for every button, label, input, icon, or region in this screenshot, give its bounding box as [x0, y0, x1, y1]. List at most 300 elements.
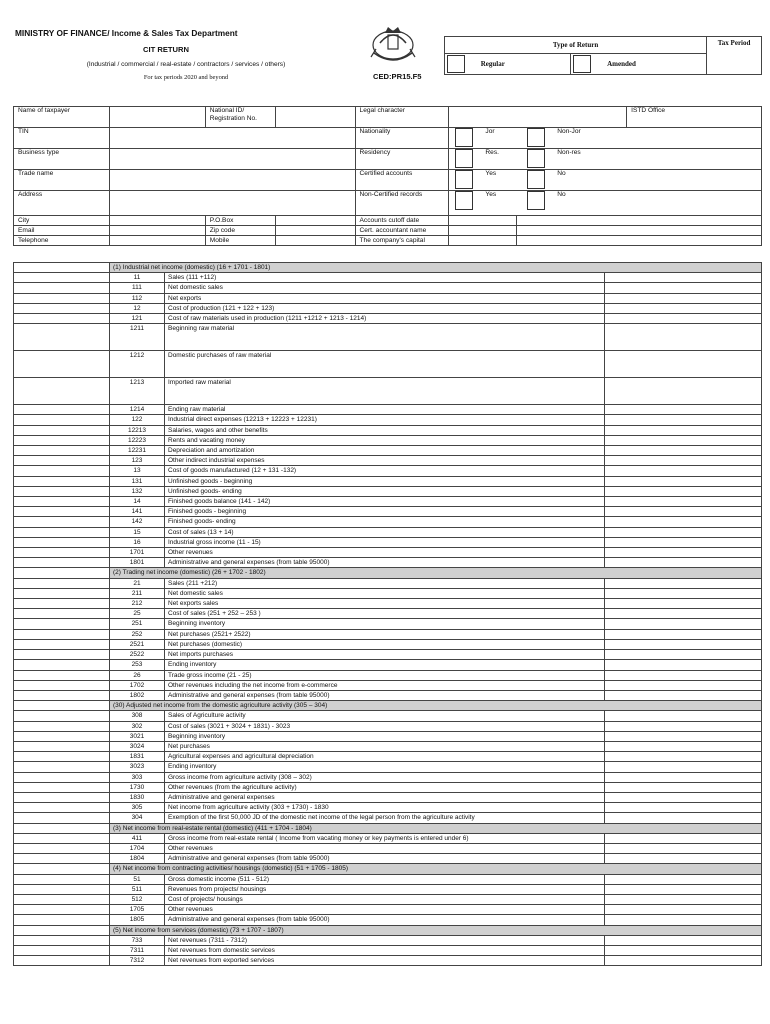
line-code: 1702 [110, 680, 165, 690]
table-row [14, 762, 762, 772]
amount-field[interactable] [605, 415, 762, 425]
row-spacer [14, 680, 110, 690]
line-description: Administrative and general expenses (from table 95000) [165, 558, 605, 568]
table-row [14, 782, 762, 792]
row-spacer [14, 670, 110, 680]
capital-label: The company's capital [355, 236, 449, 246]
line-code: 131 [110, 476, 165, 486]
table-row [14, 833, 762, 843]
capital-extra[interactable] [517, 236, 762, 246]
amount-field[interactable] [605, 752, 762, 762]
line-description: Rents and vacating money [165, 435, 605, 445]
accountant-name-extra[interactable] [517, 226, 762, 236]
mobile-label: Mobile [205, 236, 275, 246]
line-description: Revenues from projects/ housings [165, 884, 605, 894]
line-code: 511 [110, 884, 165, 894]
line-description: Cost of sales (3021 + 3024 + 1831) - 3023 [165, 721, 605, 731]
line-description: Sales (111 +112) [165, 273, 605, 283]
row-spacer [14, 823, 110, 833]
line-code: 1830 [110, 792, 165, 802]
accountant-name-field[interactable] [449, 226, 517, 236]
tin-field[interactable] [109, 128, 355, 149]
amount-field[interactable] [605, 772, 762, 782]
row-spacer [14, 507, 110, 517]
line-code: 1705 [110, 905, 165, 915]
line-description: Cost of sales (251 + 252 – 253 ) [165, 609, 605, 619]
amount-field[interactable] [605, 486, 762, 496]
line-code: 25 [110, 609, 165, 619]
row-spacer [14, 476, 110, 486]
regular-checkbox[interactable] [447, 55, 465, 73]
row-spacer [14, 273, 110, 283]
non-res-checkbox[interactable] [527, 149, 545, 168]
line-code: 12 [110, 303, 165, 313]
row-spacer [14, 884, 110, 894]
period-note: For tax periods 2020 and beyond [143, 74, 229, 81]
line-code: 21 [110, 578, 165, 588]
line-description: Other indirect industrial expenses [165, 456, 605, 466]
amount-field[interactable] [605, 527, 762, 537]
row-spacer [14, 293, 110, 303]
line-description: Net revenues (7311 - 7312) [165, 935, 605, 945]
line-description: Cost of goods manufactured (12 + 131 -132) [165, 466, 605, 476]
table-row [14, 293, 762, 303]
certified-no-checkbox[interactable] [527, 170, 545, 189]
row-spacer [14, 619, 110, 629]
row-spacer [14, 537, 110, 547]
non-certified-label: Non-Certified records [355, 191, 449, 216]
table-row [14, 405, 762, 415]
row-spacer [14, 945, 110, 955]
line-code: 26 [110, 670, 165, 680]
line-description: Salaries, wages and other benefits [165, 425, 605, 435]
row-spacer [14, 629, 110, 639]
amount-field[interactable] [605, 619, 762, 629]
table-row [14, 456, 762, 466]
return-type-table [444, 36, 762, 75]
table-row [14, 813, 762, 823]
line-description: Administrative and general expenses [165, 792, 605, 802]
line-description: Gross domestic income (511 - 512) [165, 874, 605, 884]
nationality-label: Nationality [355, 128, 449, 149]
line-description: Other revenues [165, 548, 605, 558]
table-row [14, 752, 762, 762]
row-spacer [14, 425, 110, 435]
line-description: Net imports purchases [165, 650, 605, 660]
row-spacer [14, 956, 110, 966]
line-code: 1212 [110, 351, 165, 378]
row-spacer [14, 803, 110, 813]
accountant-name-label: Cert. accountant name [355, 226, 449, 236]
amount-field[interactable] [605, 314, 762, 324]
regular-option[interactable] [445, 54, 571, 75]
amount-field[interactable] [605, 680, 762, 690]
line-description: Net domestic sales [165, 283, 605, 293]
amended-checkbox[interactable] [573, 55, 591, 73]
table-row [14, 660, 762, 670]
amount-field[interactable] [605, 283, 762, 293]
table-row [14, 415, 762, 425]
amount-field[interactable] [605, 741, 762, 751]
amount-field[interactable] [605, 639, 762, 649]
table-row [14, 476, 762, 486]
res-checkbox[interactable] [455, 149, 473, 168]
trade-name-field[interactable] [109, 170, 355, 191]
line-description: Net income from agriculture activity (303 + 1730) - 1830 [165, 803, 605, 813]
row-spacer [14, 833, 110, 843]
line-code: 51 [110, 874, 165, 884]
table-row [14, 486, 762, 496]
residency-options [449, 149, 762, 170]
line-code: 512 [110, 894, 165, 904]
table-row [14, 273, 762, 283]
line-code: 733 [110, 935, 165, 945]
row-spacer [14, 415, 110, 425]
address-field[interactable] [109, 191, 355, 216]
row-spacer [14, 721, 110, 731]
line-description: Ending raw material [165, 405, 605, 415]
line-description: Other revenues [165, 843, 605, 853]
line-description: Cost of projects/ housings [165, 894, 605, 904]
line-description: Gross income from agriculture activity (308 – 302) [165, 772, 605, 782]
row-spacer [14, 650, 110, 660]
table-row [14, 690, 762, 700]
line-description: Net exports [165, 293, 605, 303]
row-spacer [14, 324, 110, 351]
national-id-field[interactable] [275, 107, 355, 128]
capital-field[interactable] [449, 236, 517, 246]
amount-field[interactable] [605, 476, 762, 486]
amount-field[interactable] [605, 456, 762, 466]
table-row [14, 619, 762, 629]
mobile-field[interactable] [275, 236, 355, 246]
amount-field[interactable] [605, 711, 762, 721]
amount-field[interactable] [605, 351, 762, 378]
line-description: Unfinished goods - beginning [165, 476, 605, 486]
amount-field[interactable] [605, 537, 762, 547]
tax-period-header: Tax Period [707, 37, 762, 75]
table-row [14, 324, 762, 351]
line-code: 3021 [110, 731, 165, 741]
cutoff-date-label: Accounts cutoff date [355, 216, 449, 226]
amount-field[interactable] [605, 425, 762, 435]
section-row [14, 823, 762, 833]
zip-code-field[interactable] [275, 226, 355, 236]
amount-field[interactable] [605, 884, 762, 894]
line-description: Administrative and general expenses (from table 95000) [165, 690, 605, 700]
amount-field[interactable] [605, 609, 762, 619]
line-code: 1730 [110, 782, 165, 792]
row-spacer [14, 690, 110, 700]
row-spacer [14, 303, 110, 313]
line-description: Net purchases [165, 741, 605, 751]
line-description: Net purchases (2521+ 2522) [165, 629, 605, 639]
telephone-field[interactable] [109, 236, 205, 246]
amount-field[interactable] [605, 660, 762, 670]
table-row [14, 945, 762, 955]
non-certified-yes-checkbox[interactable] [455, 191, 473, 210]
res-label: Res. [485, 149, 499, 156]
table-row [14, 915, 762, 925]
amount-field[interactable] [605, 762, 762, 772]
line-description: Gross income from real-estate rental ( Income from vacating money or key payments is entered under 6) [165, 833, 605, 843]
amount-field[interactable] [605, 629, 762, 639]
line-code: 2521 [110, 639, 165, 649]
istd-office-label: ISTD Office [627, 107, 762, 128]
po-box-label: P.O.Box [205, 216, 275, 226]
amount-field[interactable] [605, 405, 762, 415]
row-spacer [14, 711, 110, 721]
row-spacer [14, 283, 110, 293]
line-code: 16 [110, 537, 165, 547]
amount-field[interactable] [605, 507, 762, 517]
taxpayer-name-label: Name of taxpayer [14, 107, 110, 128]
line-code: 304 [110, 813, 165, 823]
po-box-field[interactable] [275, 216, 355, 226]
table-row [14, 446, 762, 456]
amount-field[interactable] [605, 670, 762, 680]
line-description: Beginning raw material [165, 324, 605, 351]
row-spacer [14, 466, 110, 476]
line-code: 1804 [110, 854, 165, 864]
line-code: 123 [110, 456, 165, 466]
line-description: Cost of production (121 + 122 + 123) [165, 303, 605, 313]
row-spacer [14, 813, 110, 823]
cutoff-date-extra[interactable] [517, 216, 762, 226]
line-description: Finished goods- ending [165, 517, 605, 527]
row-spacer [14, 843, 110, 853]
row-spacer [14, 599, 110, 609]
amount-field[interactable] [605, 731, 762, 741]
amount-field[interactable] [605, 578, 762, 588]
line-code: 142 [110, 517, 165, 527]
certified-no-label: No [557, 170, 566, 177]
line-code: 12213 [110, 425, 165, 435]
line-description: Cost of sales (13 + 14) [165, 527, 605, 537]
non-certified-options [449, 191, 762, 216]
row-spacer [14, 915, 110, 925]
amount-field[interactable] [605, 446, 762, 456]
amount-field[interactable] [605, 548, 762, 558]
row-spacer [14, 609, 110, 619]
amount-field[interactable] [605, 843, 762, 853]
row-spacer [14, 351, 110, 378]
line-code: 308 [110, 711, 165, 721]
row-spacer [14, 792, 110, 802]
amount-field[interactable] [605, 650, 762, 660]
row-spacer [14, 527, 110, 537]
line-description: Exemption of the first 50,000 JD of the domestic net income of the legal person from the agriculture activity [165, 813, 605, 823]
section-row [14, 568, 762, 578]
amount-field[interactable] [605, 956, 762, 966]
section-title: (3) Net income from real-estate rental (domestic) (411 + 1704 - 1804) [110, 823, 762, 833]
table-row [14, 303, 762, 313]
line-code: 212 [110, 599, 165, 609]
section-row [14, 701, 762, 711]
zip-code-label: Zip code [205, 226, 275, 236]
amount-field[interactable] [605, 935, 762, 945]
table-row [14, 884, 762, 894]
line-code: 121 [110, 314, 165, 324]
line-code: 302 [110, 721, 165, 731]
line-code: 252 [110, 629, 165, 639]
row-spacer [14, 497, 110, 507]
amount-field[interactable] [605, 721, 762, 731]
certified-accounts-label: Certified accounts [355, 170, 449, 191]
form-categories: (Industrial / commercial / real-estate / contractors / services / others) [86, 61, 286, 68]
non-certified-yes-label: Yes [485, 191, 497, 198]
table-row [14, 497, 762, 507]
business-type-field[interactable] [109, 149, 355, 170]
line-description: Imported raw material [165, 378, 605, 405]
line-description: Depreciation and amortization [165, 446, 605, 456]
jor-checkbox[interactable] [455, 128, 473, 147]
non-certified-no-checkbox[interactable] [527, 191, 545, 210]
table-row [14, 854, 762, 864]
taxpayer-name-field[interactable] [109, 107, 205, 128]
certified-yes-checkbox[interactable] [455, 170, 473, 189]
line-description: Agricultural expenses and agricultural depreciation [165, 752, 605, 762]
row-spacer [14, 405, 110, 415]
coat-of-arms-logo [368, 23, 418, 69]
line-code: 111 [110, 283, 165, 293]
line-code: 1701 [110, 548, 165, 558]
table-row [14, 558, 762, 568]
line-description: Other revenues [165, 905, 605, 915]
row-spacer [14, 762, 110, 772]
line-code: 1211 [110, 324, 165, 351]
line-code: 112 [110, 293, 165, 303]
line-description: Net revenues from domestic services [165, 945, 605, 955]
line-code: 13 [110, 466, 165, 476]
cutoff-date-field[interactable] [449, 216, 517, 226]
line-code: 1802 [110, 690, 165, 700]
row-spacer [14, 864, 110, 874]
amount-field[interactable] [605, 324, 762, 351]
row-spacer [14, 752, 110, 762]
section-row [14, 263, 762, 273]
email-field[interactable] [109, 226, 205, 236]
section-title: (4) Net income from contracting activities/ housings (domestic) (51 + 1705 - 1805) [110, 864, 762, 874]
business-type-label: Business type [14, 149, 110, 170]
line-description: Administrative and general expenses (from table 95000) [165, 854, 605, 864]
line-code: 12223 [110, 435, 165, 445]
table-row [14, 378, 762, 405]
row-spacer [14, 701, 110, 711]
line-code: 411 [110, 833, 165, 843]
amount-field[interactable] [605, 833, 762, 843]
section-row [14, 925, 762, 935]
line-code: 141 [110, 507, 165, 517]
amount-field[interactable] [605, 378, 762, 405]
amount-field[interactable] [605, 517, 762, 527]
row-spacer [14, 578, 110, 588]
line-code: 3023 [110, 762, 165, 772]
amount-field[interactable] [605, 303, 762, 313]
amount-field[interactable] [605, 945, 762, 955]
amount-field[interactable] [605, 813, 762, 823]
line-description: Net purchases (domestic) [165, 639, 605, 649]
amount-field[interactable] [605, 915, 762, 925]
taxpayer-info-table [13, 106, 762, 246]
line-code: 1214 [110, 405, 165, 415]
table-row [14, 435, 762, 445]
legal-character-field[interactable] [449, 107, 627, 128]
table-row [14, 537, 762, 547]
line-code: 303 [110, 772, 165, 782]
line-code: 1704 [110, 843, 165, 853]
table-row [14, 721, 762, 731]
amended-option[interactable] [571, 54, 707, 75]
amount-field[interactable] [605, 690, 762, 700]
row-spacer [14, 741, 110, 751]
amount-field[interactable] [605, 599, 762, 609]
line-code: 253 [110, 660, 165, 670]
table-row [14, 741, 762, 751]
non-jor-label: Non-Jor [557, 128, 581, 135]
telephone-label: Telephone [14, 236, 110, 246]
line-description: Sales (211 +212) [165, 578, 605, 588]
city-field[interactable] [109, 216, 205, 226]
table-row [14, 466, 762, 476]
row-spacer [14, 782, 110, 792]
type-of-return-header: Type of Return [445, 37, 707, 54]
table-row [14, 680, 762, 690]
line-code: 15 [110, 527, 165, 537]
amount-field[interactable] [605, 558, 762, 568]
amount-field[interactable] [605, 466, 762, 476]
line-code: 211 [110, 588, 165, 598]
row-spacer [14, 263, 110, 273]
non-res-label: Non-res [557, 149, 581, 156]
income-statement-table [13, 262, 762, 966]
row-spacer [14, 854, 110, 864]
line-description: Administrative and general expenses (from table 95000) [165, 915, 605, 925]
row-spacer [14, 905, 110, 915]
table-row [14, 843, 762, 853]
row-spacer [14, 874, 110, 884]
amount-field[interactable] [605, 588, 762, 598]
amount-field[interactable] [605, 782, 762, 792]
amount-field[interactable] [605, 497, 762, 507]
amount-field[interactable] [605, 803, 762, 813]
regular-label: Regular [480, 59, 505, 68]
non-jor-checkbox[interactable] [527, 128, 545, 147]
row-spacer [14, 639, 110, 649]
amount-field[interactable] [605, 854, 762, 864]
row-spacer [14, 517, 110, 527]
table-row [14, 956, 762, 966]
amount-field[interactable] [605, 273, 762, 283]
amount-field[interactable] [605, 435, 762, 445]
line-description: Sales of Agriculture activity [165, 711, 605, 721]
table-row [14, 314, 762, 324]
amount-field[interactable] [605, 293, 762, 303]
section-title: (1) Industrial net income (domestic) (16 + 1701 - 1801) [110, 263, 762, 273]
line-description: Finished goods - beginning [165, 507, 605, 517]
amount-field[interactable] [605, 905, 762, 915]
amended-label: Amended [607, 59, 636, 68]
amount-field[interactable] [605, 874, 762, 884]
line-code: 251 [110, 619, 165, 629]
table-row [14, 283, 762, 293]
line-code: 1213 [110, 378, 165, 405]
line-code: 3024 [110, 741, 165, 751]
trade-name-label: Trade name [14, 170, 110, 191]
amount-field[interactable] [605, 894, 762, 904]
amount-field[interactable] [605, 792, 762, 802]
table-row [14, 731, 762, 741]
